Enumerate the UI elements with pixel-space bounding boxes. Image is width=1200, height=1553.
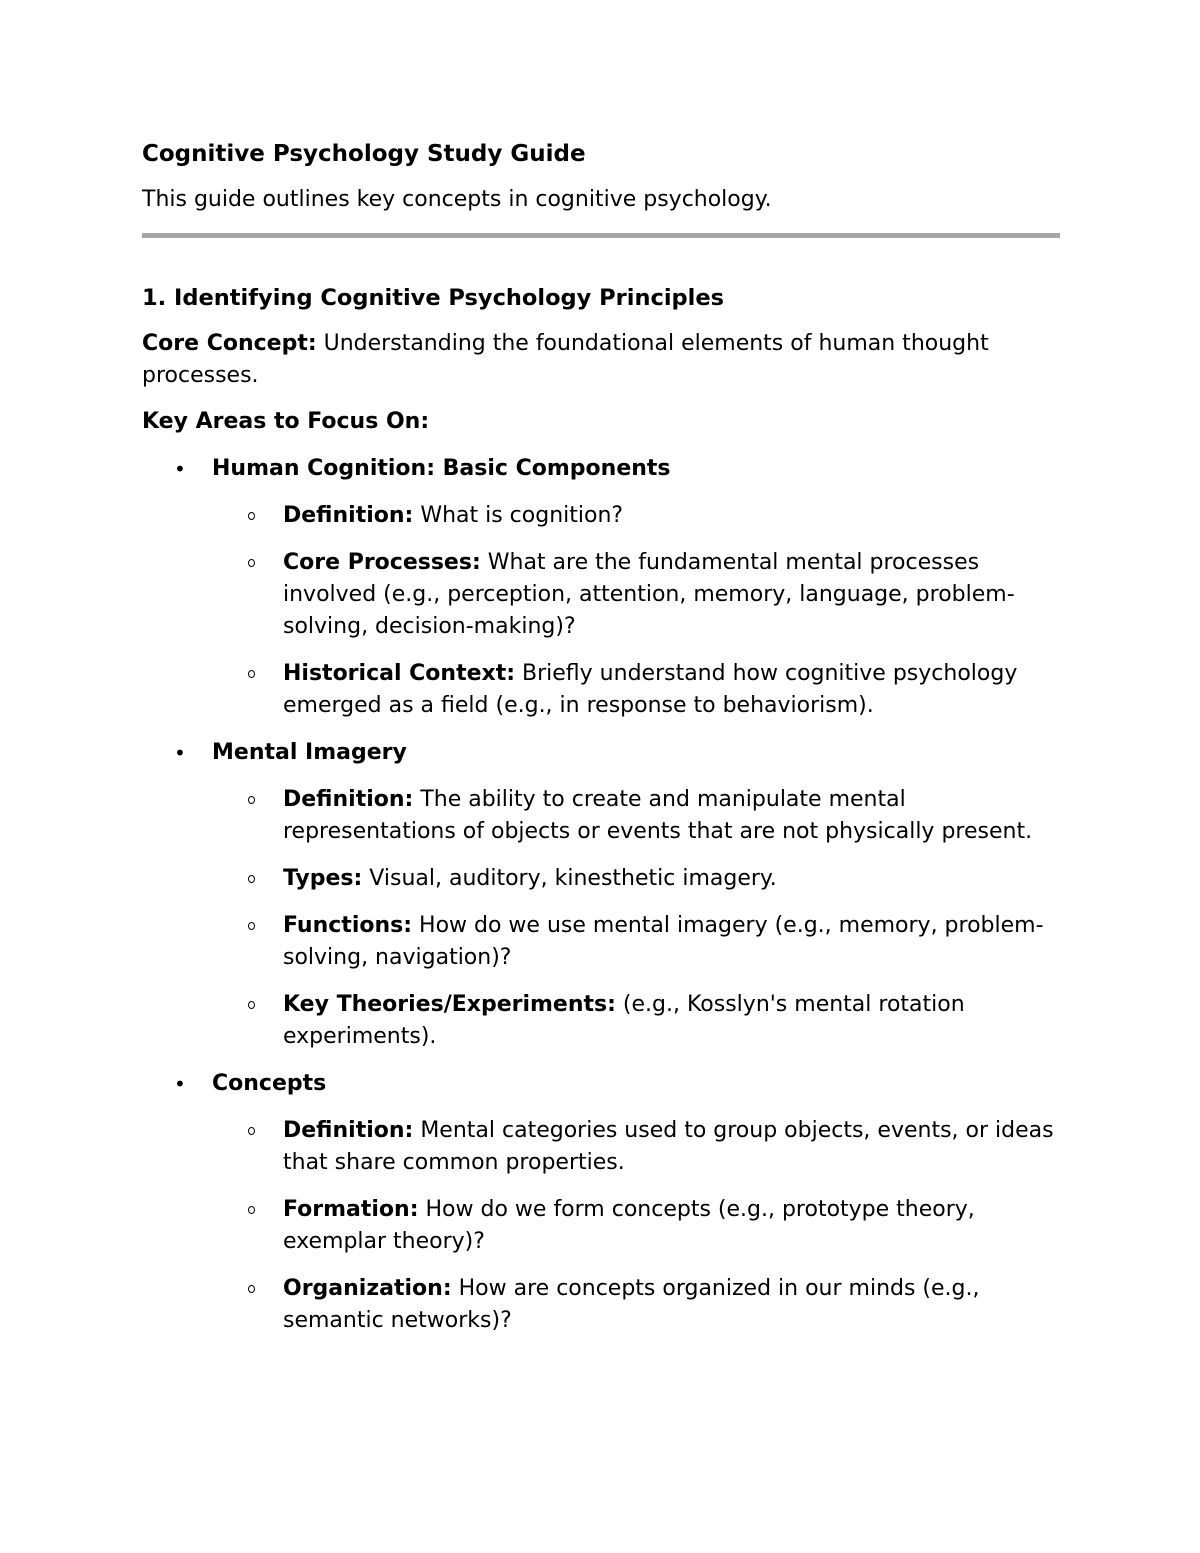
topic-item (142, 737, 1060, 1053)
subtopic-label: Formation: (283, 1197, 419, 1222)
subtopic-text: Briefly understand how cognitive psychology emerged as a field (e.g., in response to behaviorism). (283, 661, 1018, 718)
subtopic-item (212, 910, 1060, 974)
subtopic-text: Visual, auditory, kinesthetic imagery. (362, 866, 777, 891)
document-intro: This guide outlines key concepts in cognitive psychology. (142, 187, 772, 212)
circle-bullet-icon (248, 875, 255, 883)
subtopic-label: Definition: (283, 503, 414, 528)
subtopic-label: Historical Context: (283, 661, 516, 686)
focus-heading: Key Areas to Focus On: (142, 409, 430, 434)
subtopic-label: Definition: (283, 1118, 414, 1143)
circle-bullet-icon (248, 1001, 255, 1009)
subtopic-item (212, 547, 1060, 643)
core-concept-text: Understanding the foundational elements of human thought processes. (142, 331, 989, 388)
subtopic-item (212, 500, 1060, 532)
subtopic-label: Organization: (283, 1276, 452, 1301)
subtopic-label: Definition: (283, 787, 414, 812)
subtopic-list (212, 1115, 1060, 1337)
subtopic-item (212, 1115, 1060, 1179)
document-title: Cognitive Psychology Study Guide (142, 141, 586, 167)
subtopic-text: What is cognition? (413, 503, 624, 528)
circle-bullet-icon (248, 1285, 255, 1293)
subtopic-item (212, 658, 1060, 722)
bullet-icon: • (174, 1072, 186, 1096)
subtopic-label: Key Theories/Experiments: (283, 992, 616, 1017)
subtopic-text: (e.g., Kosslyn's mental rotation experiments). (283, 992, 965, 1049)
subtopic-item (212, 863, 1060, 895)
section-heading: 1. Identifying Cognitive Psychology Principles (142, 285, 725, 311)
document-page (142, 138, 1060, 1337)
subtopic-label: Functions: (283, 913, 413, 938)
circle-bullet-icon (248, 1206, 255, 1214)
horizontal-divider (142, 233, 1060, 238)
bullet-icon: • (174, 457, 186, 481)
subtopic-item (212, 1194, 1060, 1258)
subtopic-list (212, 500, 1060, 722)
subtopic-item (212, 989, 1060, 1053)
circle-bullet-icon (248, 512, 255, 520)
subtopic-label: Types: (283, 866, 363, 891)
topic-list (142, 453, 1060, 1337)
core-concept-label: Core Concept: (142, 331, 317, 356)
subtopic-list (212, 784, 1060, 1053)
subtopic-label: Core Processes: (283, 550, 481, 575)
subtopic-item (212, 1273, 1060, 1337)
subtopic-text: What are the fundamental mental processes involved (e.g., perception, attention, memory, language, problem-solving, decision-making)? (283, 550, 1015, 639)
circle-bullet-icon (248, 922, 255, 930)
topic-title: Concepts (212, 1071, 327, 1096)
subtopic-text: Mental categories used to group objects, events, or ideas that share common properties. (283, 1118, 1054, 1175)
topic-item (142, 1068, 1060, 1337)
circle-bullet-icon (248, 670, 255, 678)
core-concept-paragraph (142, 328, 1060, 392)
topic-item (142, 453, 1060, 722)
bullet-icon: • (174, 741, 186, 765)
circle-bullet-icon (248, 796, 255, 804)
circle-bullet-icon (248, 1127, 255, 1135)
subtopic-text: How do we form concepts (e.g., prototype theory, exemplar theory)? (283, 1197, 975, 1254)
topic-title: Human Cognition: Basic Components (212, 456, 671, 481)
topic-title: Mental Imagery (212, 740, 407, 765)
subtopic-item (212, 784, 1060, 848)
subtopic-text: How do we use mental imagery (e.g., memory, problem-solving, navigation)? (283, 913, 1044, 970)
subtopic-text: How are concepts organized in our minds (e.g., semantic networks)? (283, 1276, 980, 1333)
subtopic-text: The ability to create and manipulate mental representations of objects or events that are not physically present. (283, 787, 1033, 844)
circle-bullet-icon (248, 559, 255, 567)
